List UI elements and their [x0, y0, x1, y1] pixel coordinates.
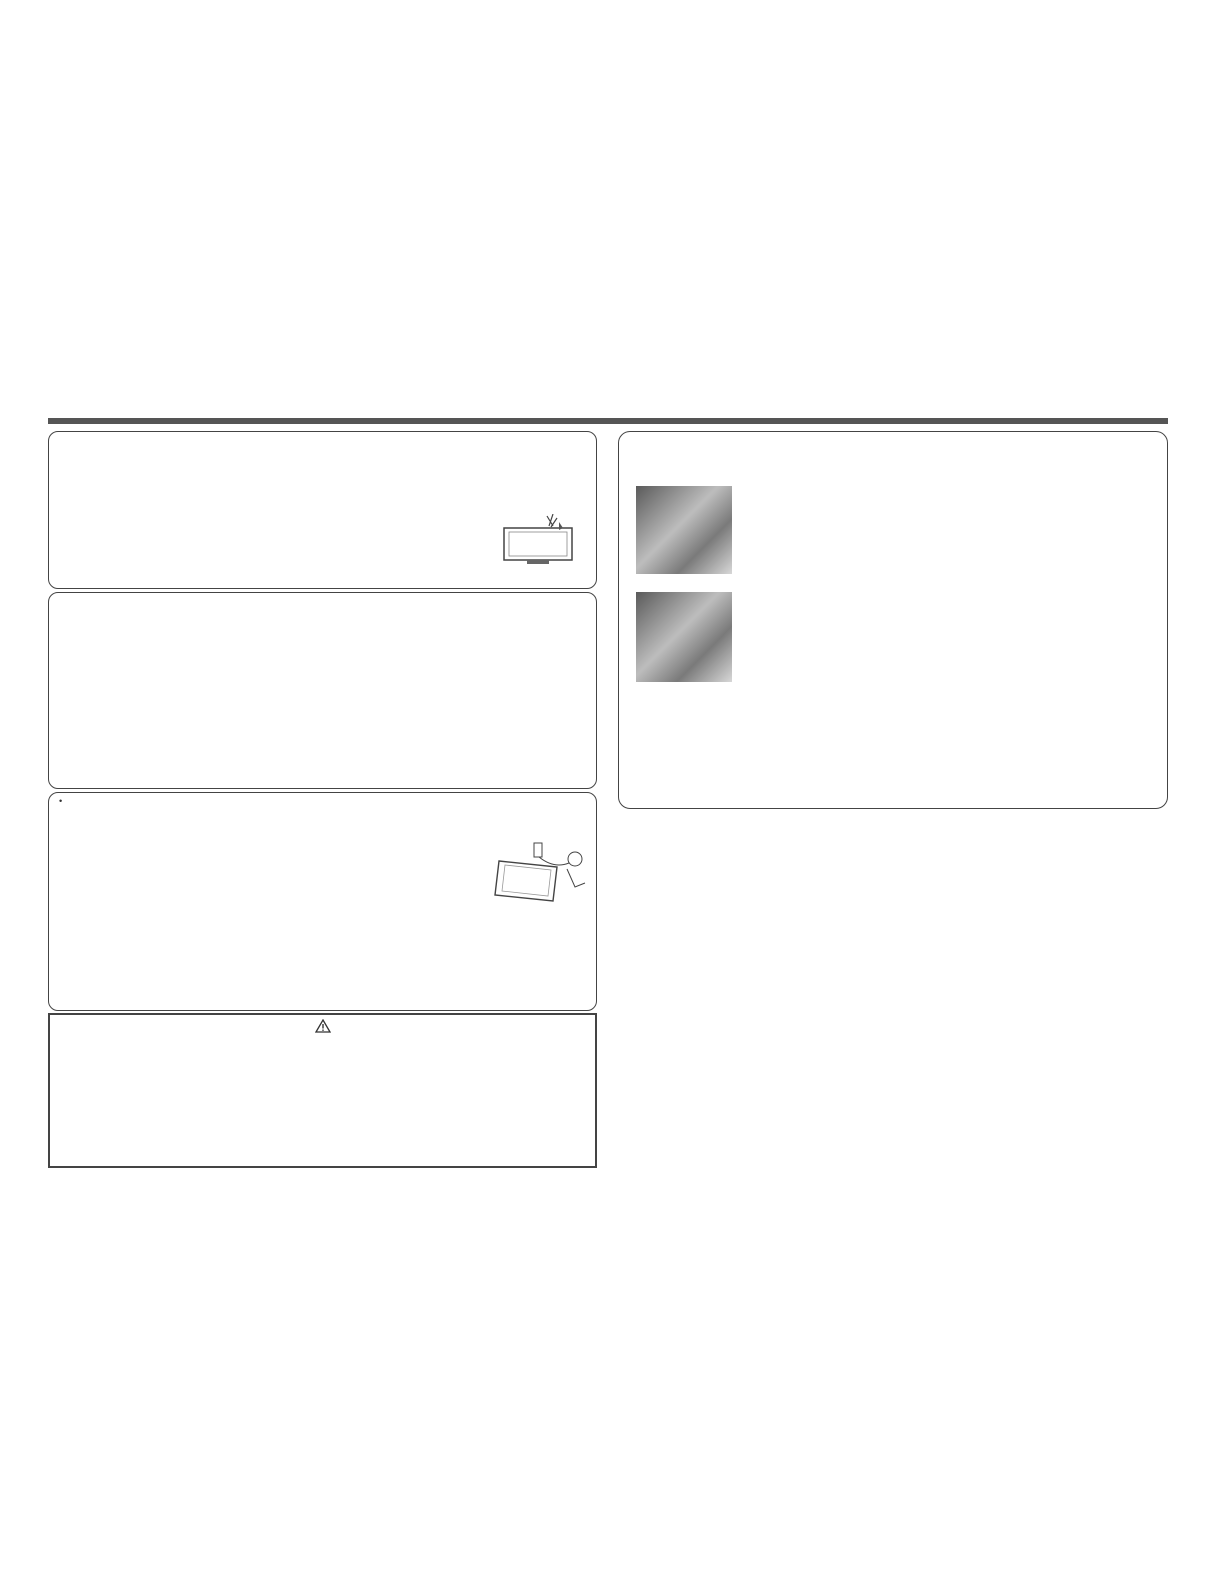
front-care-box [48, 792, 597, 1011]
battery-warning-box [48, 1013, 597, 1168]
warning-heading [50, 1019, 595, 1034]
tv-cleaning-icon [479, 841, 589, 911]
photo-family-image [636, 592, 732, 682]
warning-triangle-icon [315, 1019, 331, 1033]
photo-store-image [636, 486, 732, 574]
tv-water-icon [501, 514, 585, 566]
title-rule [48, 418, 1168, 424]
general-safety-box [48, 431, 597, 589]
cabinet-care-box [48, 592, 597, 789]
child-safety-box [618, 431, 1168, 809]
